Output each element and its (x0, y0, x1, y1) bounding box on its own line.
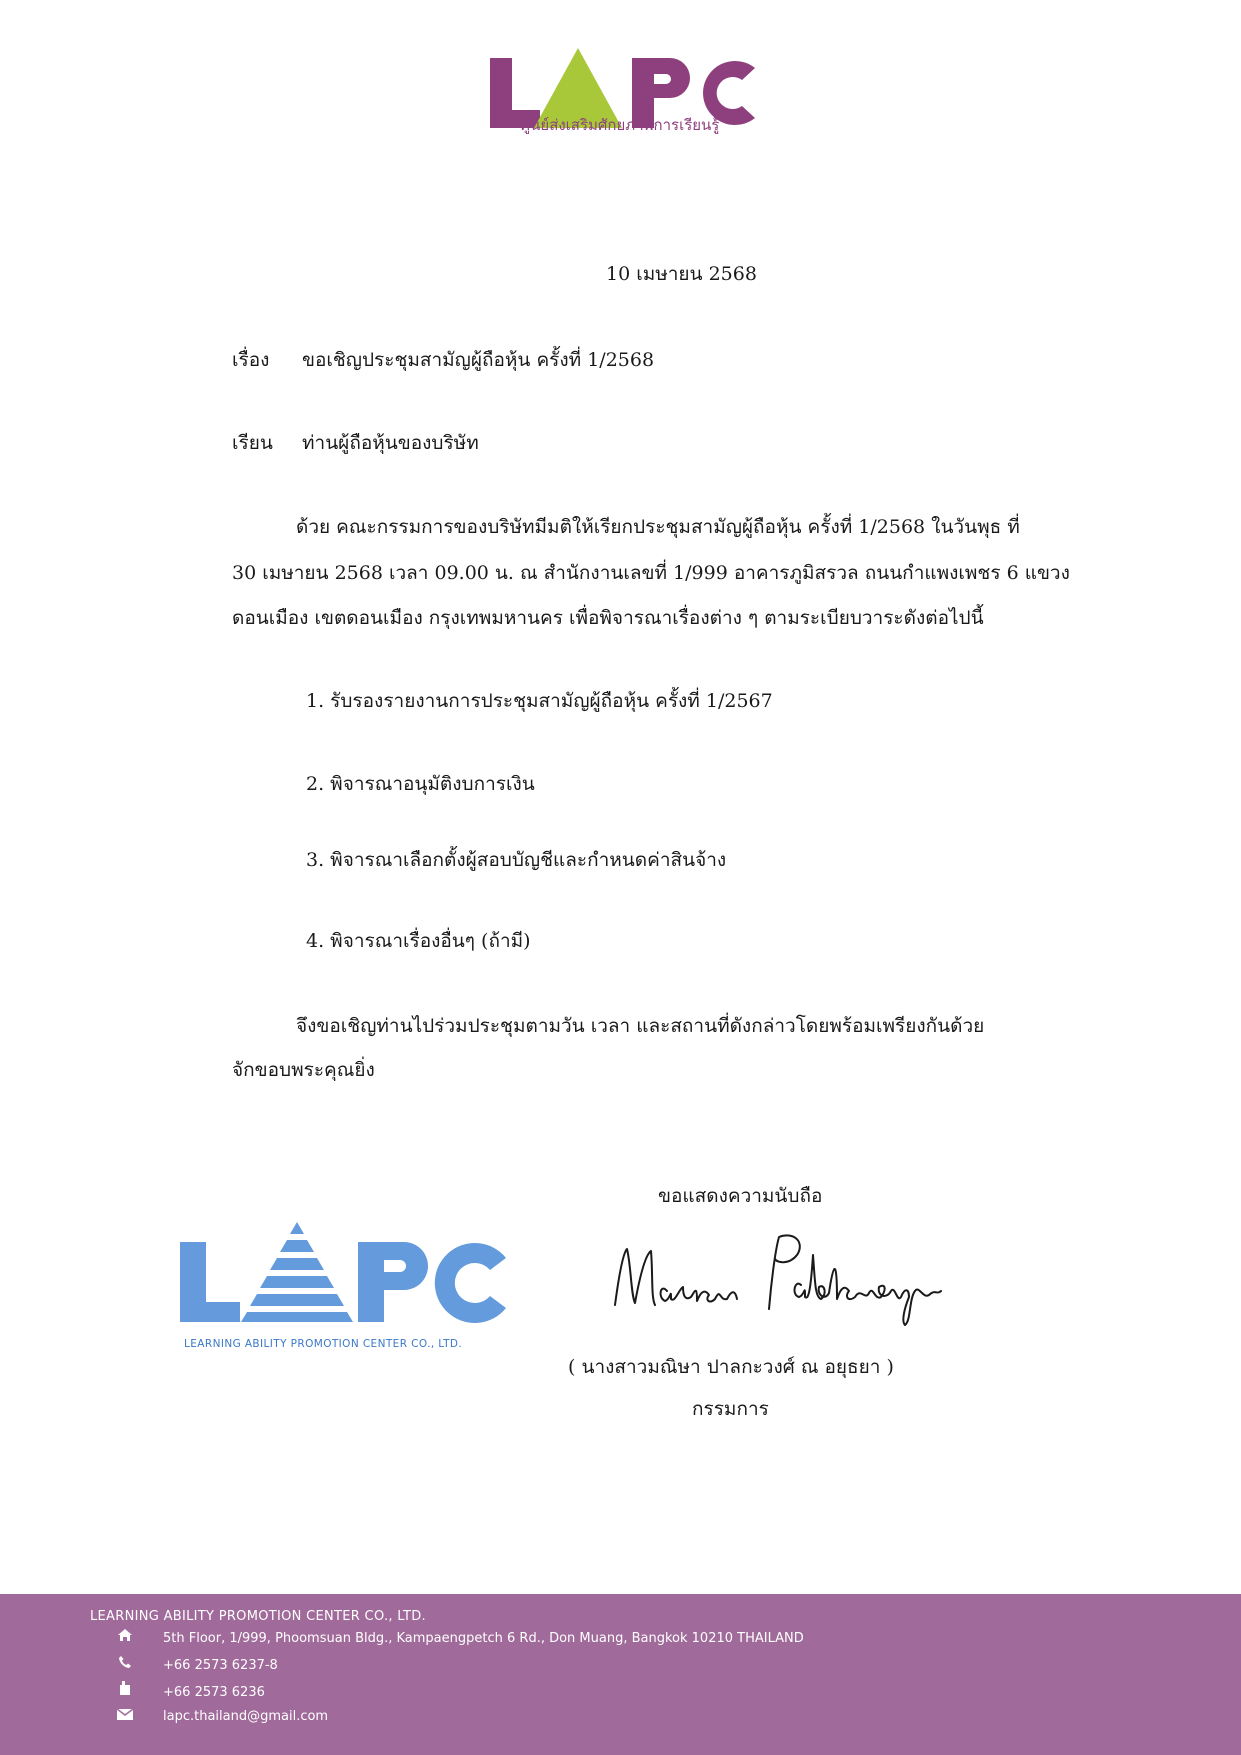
letter-date: 10 เมษายน 2568 (606, 263, 757, 285)
footer-company-name: LEARNING ABILITY PROMOTION CENTER CO., LTD. (90, 1609, 426, 1624)
footer-phone: +66 2573 6237-8 (163, 1658, 278, 1673)
signer-name: ( นางสาวมณิษา ปาลกะวงศ์ ณ อยุธยา ) (568, 1356, 894, 1378)
footer-email: lapc.thailand@gmail.com (163, 1709, 329, 1724)
mail-icon (115, 1706, 135, 1724)
footer-email-row (115, 1706, 328, 1724)
agenda-item: 1. รับรองรายงานการประชุมสามัญผู้ถือหุ้น ครั้งที่ 1/2567 (306, 690, 773, 712)
footer-phone-row (115, 1655, 278, 1673)
recipient-label: เรียน (232, 432, 273, 454)
footer-address-row (115, 1628, 804, 1646)
footer-fax-row (115, 1681, 265, 1700)
sign-off: ขอแสดงความนับถือ (658, 1185, 823, 1207)
paragraph-line: ด้วย คณะกรรมการของบริษัทมีมติให้เรียกประชุมสามัญผู้ถือหุ้น ครั้งที่ 1/2568 ในวันพุธ ที่ (296, 516, 1020, 538)
fax-icon (115, 1681, 135, 1700)
footer-fax: +66 2573 6236 (163, 1685, 265, 1700)
agenda-item: 4. พิจารณาเรื่องอื่นๆ (ถ้ามี) (306, 930, 531, 952)
signer-position: กรรมการ (692, 1398, 769, 1420)
paragraph-line: 30 เมษายน 2568 เวลา 09.00 น. ณ สำนักงานเลขที่ 1/999 อาคารภูมิสรวล ถนนกำแพงเพชร 6 แขวง (232, 562, 1070, 584)
paragraph-line: ดอนเมือง เขตดอนเมือง กรุงเทพมหานคร เพื่อพิจารณาเรื่องต่าง ๆ ตามระเบียบวาระดังต่อไปนี้ (232, 607, 984, 629)
subject-text: ขอเชิญประชุมสามัญผู้ถือหุ้น ครั้งที่ 1/2568 (302, 349, 655, 371)
handwritten-signature (605, 1225, 985, 1330)
agenda-item: 2. พิจารณาอนุมัติงบการเงิน (306, 773, 535, 795)
logo-tagline: ศูนย์ส่งเสริมศักยภาพการเรียนรู้ (520, 116, 720, 134)
recipient-text: ท่านผู้ถือหุ้นของบริษัท (302, 432, 479, 454)
home-icon (115, 1628, 135, 1646)
company-stamp (180, 1222, 510, 1327)
footer-address: 5th Floor, 1/999, Phoomsuan Bldg., Kampaengpetch 6 Rd., Don Muang, Bangkok 10210 THAILAND (163, 1631, 804, 1646)
agenda-item: 3. พิจารณาเลือกตั้งผู้สอบบัญชีและกำหนดค่าสินจ้าง (306, 849, 727, 871)
closing-line: จักขอบพระคุณยิ่ง (232, 1059, 375, 1081)
subject-label: เรื่อง (232, 349, 270, 371)
phone-icon (115, 1655, 135, 1673)
stamp-caption: LEARNING ABILITY PROMOTION CENTER CO., LTD. (184, 1338, 463, 1350)
closing-line: จึงขอเชิญท่านไปร่วมประชุมตามวัน เวลา และสถานที่ดังกล่าวโดยพร้อมเพรียงกันด้วย (296, 1015, 985, 1037)
